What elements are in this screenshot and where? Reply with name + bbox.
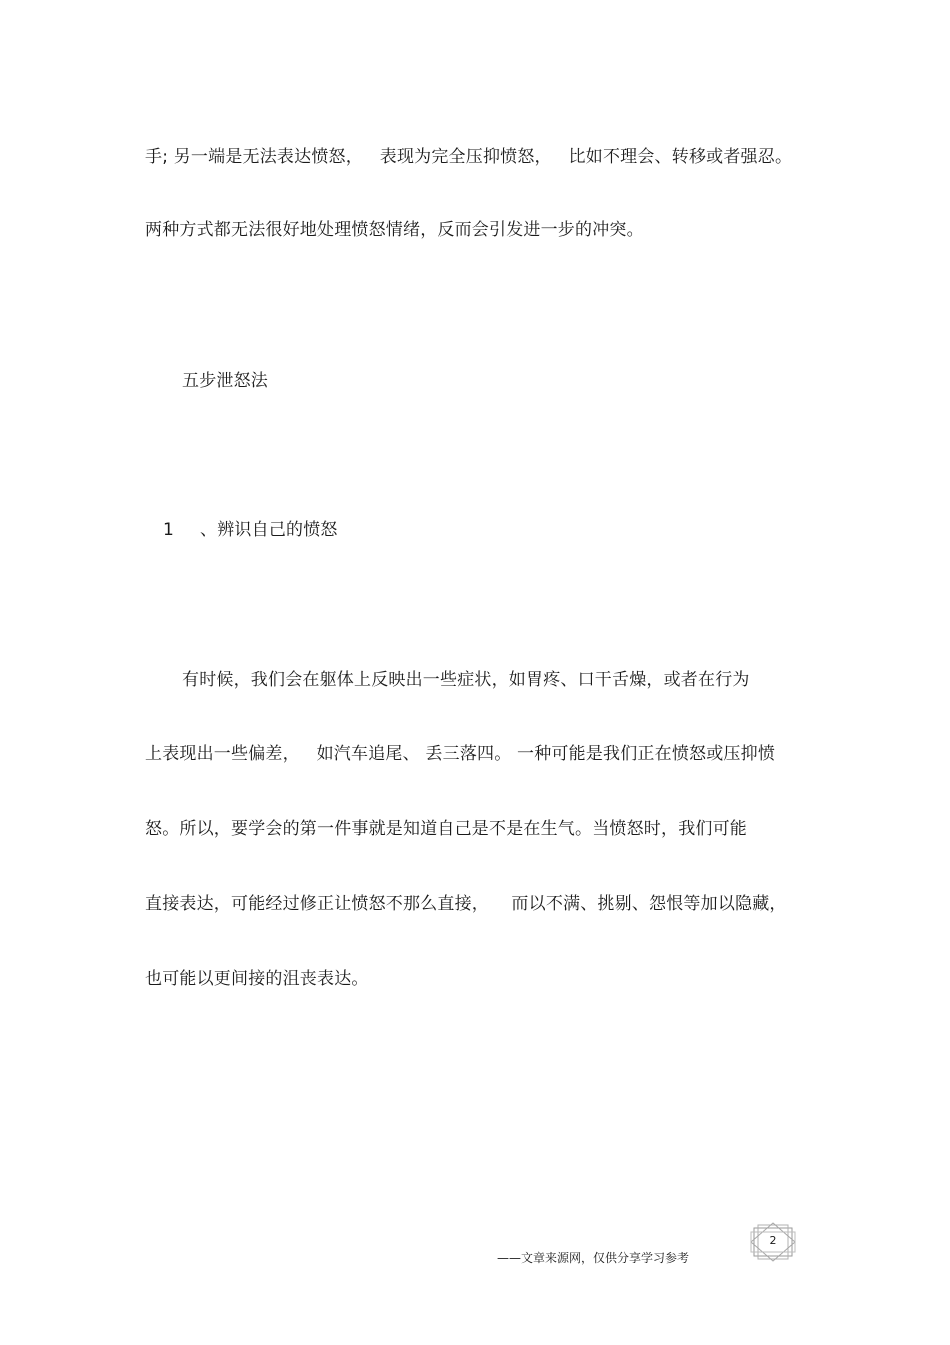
body-line-2: 两种方式都无法很好地处理愤怒情绪，反而会引发进一步的冲突。 — [145, 220, 644, 240]
section-title: 五步泄怒法 — [182, 371, 268, 391]
list-item-heading — [163, 518, 338, 542]
body-line-1: 手; 另一端是无法表达愤怒， 表现为完全压抑愤怒， 比如不理会、转移或者强忍。 — [145, 147, 793, 167]
list-item-text: 、辨识自己的愤怒 — [200, 520, 338, 540]
page-number-badge — [748, 1222, 798, 1262]
page-number: 2 — [769, 1234, 777, 1247]
paragraph-line-3: 怒。所以，要学会的第一件事就是知道自己是不是在生气。当愤怒时，我们可能 — [145, 819, 747, 839]
paragraph-line-4: 直接表达，可能经过修正让愤怒不那么直接， 而以不满、挑剔、怨恨等加以隐藏， — [145, 894, 787, 914]
list-item-number: 1 — [163, 520, 175, 540]
paragraph-line-5: 也可能以更间接的沮丧表达。 — [145, 969, 369, 989]
paragraph-line-1: 有时候，我们会在躯体上反映出一些症状，如胃疼、口干舌燥，或者在行为 — [182, 670, 750, 690]
paragraph-line-2: 上表现出一些偏差， 如汽车追尾、 丢三落四。 一种可能是我们正在愤怒或压抑愤 — [145, 744, 776, 764]
footer-source-note: ——文章来源网，仅供分享学习参考 — [497, 1251, 690, 1265]
